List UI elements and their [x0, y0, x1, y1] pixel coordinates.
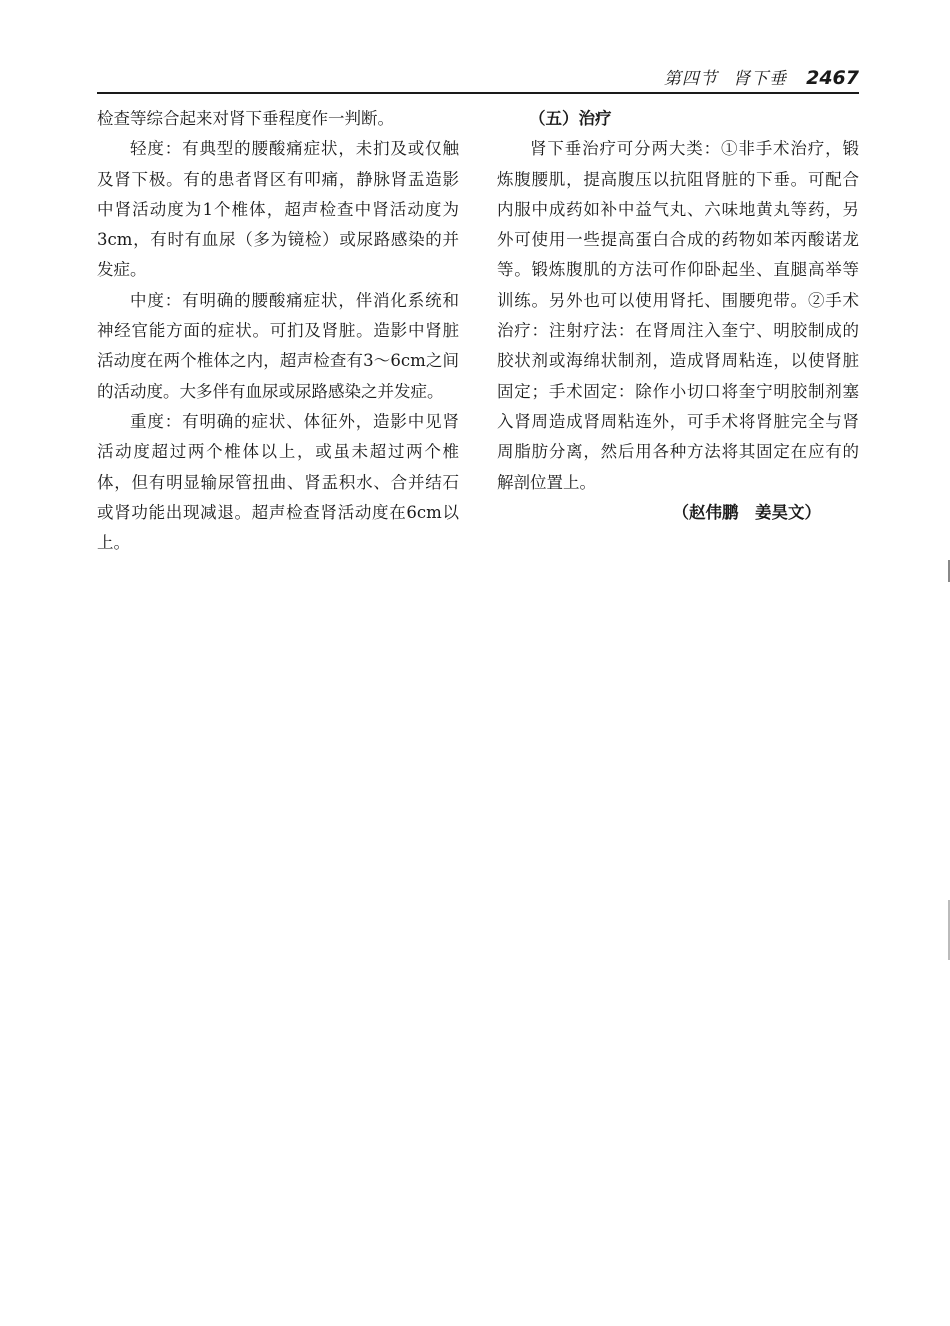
right-column [497, 104, 859, 528]
paragraph-treatment: 肾下垂治疗可分两大类：①非手术治疗，锻炼腹腰肌，提高腹压以抗阻肾脏的下垂。可配合内服中成药如补中益气丸、六味地黄丸等药，另外可使用一些提高蛋白合成的药物如苯丙酸诺龙等。锻炼腹肌的方法可作仰卧起坐、直腿高举等训练。另外也可以使用肾托、围腰兜带。②手术治疗：注射疗法：在肾周注入奎宁、明胶制成的胶状剂或海绵状制剂，造成肾周粘连，以使肾脏固定；手术固定：除作小切口将奎宁明胶制剂塞入肾周造成肾周粘连外，可手术将肾脏完全与肾周脂肪分离，然后用各种方法将其固定在应有的解剖位置上。 [497, 139, 859, 492]
header-section-label: 第四节 [663, 69, 718, 89]
header-chapter-title: 肾下垂 [733, 69, 788, 89]
page-number: 2467 [806, 67, 859, 89]
author-credit: （赵伟鹏 姜昊文） [672, 502, 821, 522]
paragraph-mild-grade: 轻度：有典型的腰酸痛症状，未扪及或仅触及肾下极。有的患者肾区有叩痛，静脉肾盂造影中肾活动度为1个椎体，超声检查中肾活动度为3cm，有时有血尿（多为镜检）或尿路感染的并发症。 [97, 139, 459, 280]
paragraph-severe-grade: 重度：有明确的症状、体征外，造影中见肾活动度超过两个椎体以上，或虽未超过两个椎体，但有明显输尿管扭曲、肾盂积水、合并结石或肾功能出现减退。超声检查肾活动度在6cm以上。 [97, 411, 459, 553]
section-heading-treatment: （五）治疗 [529, 109, 612, 128]
paragraph-continuation: 检查等综合起来对肾下垂程度作一判断。 [97, 109, 394, 128]
left-column [97, 104, 459, 558]
paragraph-moderate-grade: 中度：有明确的腰酸痛症状，伴消化系统和神经官能方面的症状。可扪及肾脏。造影中肾脏活动度在两个椎体之内，超声检查有3～6cm之间的活动度。大多伴有血尿或尿路感染之并发症。 [97, 290, 459, 401]
running-header [97, 64, 859, 94]
